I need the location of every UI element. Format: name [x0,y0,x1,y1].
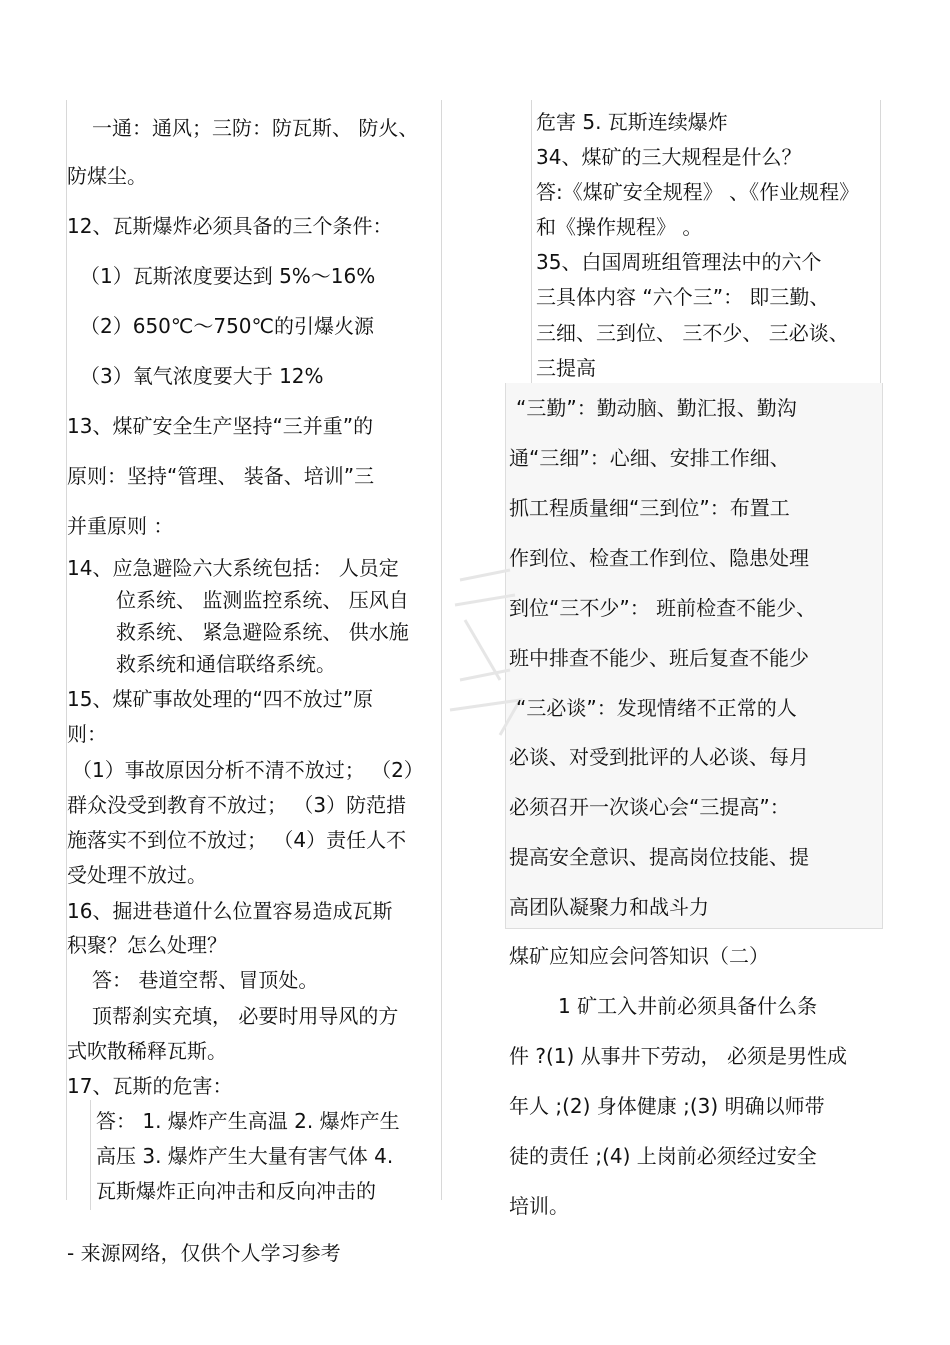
q16-answer-2: 顶帮刹实充填， 必要时用导风的方 [92,1004,399,1028]
q12-item-1: （1）瓦斯浓度要达到 5%～16% [80,264,376,288]
q13-line-3: 并重原则 ： [67,514,174,538]
q12-heading: 12、瓦斯爆炸必须具备的三个条件： [67,214,393,238]
q15-line-6: 受处理不放过。 [67,863,207,887]
q34-answer-1: 答:《煤矿安全规程》 、《作业规程》 [536,180,860,204]
q17-heading: 17、瓦斯的危害： [67,1074,233,1098]
q16-heading: 16、掘进巷道什么位置容易造成瓦斯 [67,899,393,923]
q15-line-5: 施落实不到位不放过； （4）责任人不 [67,828,407,852]
left-line-2: 防煤尘。 [67,164,147,188]
q14-line-4: 救系统和通信联络系统。 [116,652,336,676]
q16-line-2: 积聚？怎么处理？ [67,933,227,957]
box-line-8: 必谈、对受到批评的人必谈、每月 [509,745,809,769]
q17-answer-1: 答： 1. 爆炸产生高温 2. 爆炸产生 [96,1109,400,1133]
section-two-title: 煤矿应知应会问答知识（二） [509,944,769,968]
q13-line-2: 原则：坚持“管理、 装备、培训”三 [67,464,375,488]
q15-line-4: 群众没受到教育不放过； （3）防范措 [67,793,407,817]
q1-line-5: 培训。 [509,1194,569,1218]
q12-item-2: （2）650℃～750℃的引爆火源 [80,314,374,338]
q16-answer-1: 答： 巷道空帮、冒顶处。 [92,968,319,992]
q14-line-3: 救系统、 紧急避险系统、 供水施 [116,620,409,644]
right-top-left-border [531,100,532,383]
q1-line-4: 徒的责任 ;(4) 上岗前必须经过安全 [509,1144,817,1168]
box-line-11: 高团队凝聚力和战斗力 [509,895,709,919]
box-line-6: 班中排查不能少、班后复查不能少 [509,646,809,670]
right-top-line-1: 危害 5. 瓦斯连续爆炸 [536,110,728,134]
left-line-1: 一通：通风；三防：防瓦斯、 防火、 [92,116,419,140]
q35-line-4: 三提高 [536,356,596,380]
q35-heading: 35、白国周班组管理法中的六个 [536,250,822,274]
q16-answer-3: 式吹散稀释瓦斯。 [67,1039,227,1063]
box-line-1: “三勤”：勤动脑、勤汇报、勤沟 [516,396,797,420]
q34-heading: 34、煤矿的三大规程是什么？ [536,145,802,169]
box-line-9: 必须召开一次谈心会“三提高”： [509,795,790,819]
box-line-10: 提高安全意识、提高岗位技能、提 [509,845,809,869]
q15-line-3: （1）事故原因分析不清不放过； （2） [72,758,424,782]
q14-heading: 14、应急避险六大系统包括： 人员定 [67,556,399,580]
box-line-3: 抓工程质量细“三到位”：布置工 [509,496,790,520]
q35-line-3: 三细、三到位、 三不少、 三必谈、 [536,321,849,345]
q17-answer-2: 高压 3. 爆炸产生大量有害气体 4. [96,1144,394,1168]
q1-line-2: 件 ?(1) 从事井下劳动， 必须是男性成 [509,1044,848,1068]
q12-item-3: （3）氧气浓度要大于 12% [80,364,324,388]
q35-line-2: 三具体内容 “六个三”： 即三勤、 [536,285,830,309]
box-line-7: “三必谈”：发现情绪不正常的人 [516,696,797,720]
box-line-4: 作到位、检查工作到位、隐患处理 [509,546,809,570]
q34-answer-2: 和《操作规程》 。 [536,215,703,239]
left-column-left-border [66,100,67,1200]
q17-answer-3: 瓦斯爆炸正向冲击和反向冲击的 [96,1179,376,1203]
q13-heading: 13、煤矿安全生产坚持“三并重”的 [67,414,374,438]
right-top-right-border [880,100,881,383]
box-line-5: 到位“三不少”： 班前检查不能少、 [509,596,817,620]
q14-line-2: 位系统、 监测监控系统、 压风自 [116,588,409,612]
q15-line-2: 则： [67,722,107,746]
answer-indent-border [90,1100,91,1210]
q15-heading: 15、煤矿事故处理的“四不放过”原 [67,687,374,711]
q1-line-3: 年人 ;(2) 身体健康 ;(3) 明确以师带 [509,1094,825,1118]
q1-heading: 1 矿工入井前必须具备什么条 [558,994,818,1018]
footer-source-note: - 来源网络，仅供个人学习参考 [67,1241,341,1265]
box-line-2: 通“三细”：心细、安排工作细、 [509,446,790,470]
